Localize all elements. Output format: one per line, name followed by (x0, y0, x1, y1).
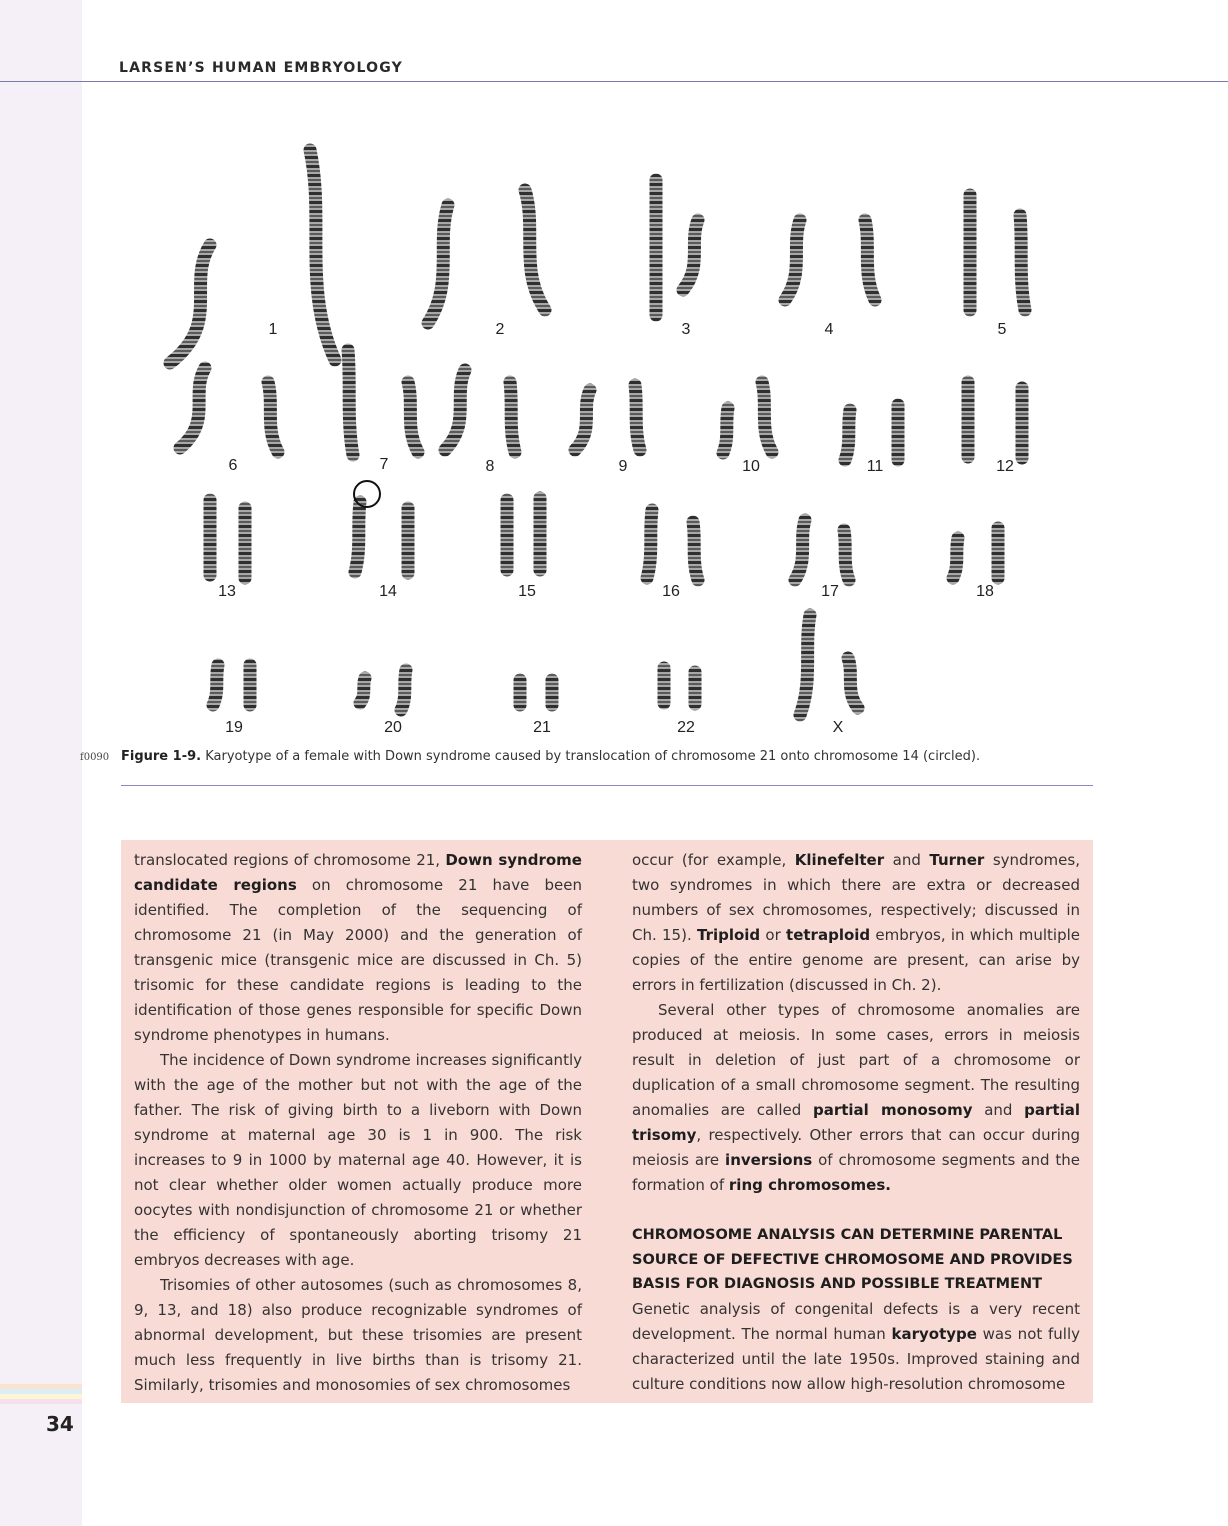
chromosome-label-12: 12 (996, 458, 1014, 475)
chromosome-2-b (525, 190, 545, 310)
paragraph (632, 848, 1080, 998)
chromosome-9-b (635, 385, 640, 450)
chromosome-16-b (693, 522, 698, 580)
chromosome-20-b (401, 670, 406, 710)
chromosome-pair-8 (445, 370, 515, 452)
text-run: translocated regions of chromosome 21, (134, 851, 446, 869)
chromosome-label-11: 11 (866, 458, 884, 475)
chromosome-pair-10 (723, 382, 772, 453)
text-run: , respectively. Other errors that can occur during meiosis are (632, 1126, 1080, 1169)
text-run: syndromes, two syndromes in which there are extra or decreased numbers of sex chromosomes, respectively; discussed in Ch. 15). (632, 851, 1080, 944)
chromosome-X-b (848, 658, 858, 708)
chromosome-label-13: 13 (218, 583, 236, 600)
chromosome-9-a (575, 390, 590, 450)
paragraph (134, 1048, 582, 1273)
bold-term: ring chromosomes. (728, 1176, 891, 1194)
text-run: Trisomies of other autosomes (such as chromosomes 8, 9, 13, and 18) also produce recognizable syndromes of abnormal development, but these trisomies are present much less frequently in live births than is trisomy 21. Similarly, trisomies and monosomies of sex chromosomes (134, 1276, 582, 1394)
chromosome-label-15: 15 (518, 583, 536, 600)
chromosome-pair-9 (575, 385, 640, 450)
chromosome-1-a (170, 245, 210, 363)
margin-color-stripes (0, 1384, 82, 1404)
chromosome-7-b (408, 382, 418, 452)
text-run: embryos, in which multiple copies of the entire genome are present, can arise by errors in fertilization (discussed in Ch. 2). (632, 926, 1080, 994)
text-run: on chromosome 21 have been identified. The completion of the sequencing of chromosome 21 (in May 2000) and the generation of transgenic mice (transgenic mice are discussed in Ch. 5) trisomic for these candidate regions is leading to the identification of those genes responsible for specific Down syndrome phenotypes in humans. (134, 876, 582, 1044)
chromosome-10-b (762, 382, 772, 452)
chromosome-pair-7 (348, 350, 418, 455)
text-run: occur (for example, (632, 851, 795, 869)
chromosome-label-18: 18 (976, 583, 994, 600)
chromosome-label-7: 7 (379, 456, 389, 473)
bold-term: Down syndrome candidate regions (134, 851, 582, 894)
chromosome-label-22: 22 (677, 719, 695, 736)
chromosome-10-a (723, 408, 728, 453)
chromosome-14-a (355, 502, 360, 572)
text-column-left (134, 848, 582, 1398)
caption-rule (121, 785, 1093, 786)
caption-label: Figure 1-9. (121, 749, 202, 764)
header-rule (0, 81, 1228, 82)
chromosome-label-8: 8 (485, 458, 495, 475)
bold-term: Klinefelter (794, 851, 885, 869)
text-run: Several other types of chromosome anomalies are produced at meiosis. In some cases, errors in meiosis result in deletion of just part of a chromosome or duplication of a small chromosome segment. The resulting anomalies are called (632, 1001, 1080, 1119)
chromosome-label-6: 6 (228, 457, 238, 474)
chromosome-label-1: 1 (268, 321, 278, 338)
chromosome-4-a (785, 220, 800, 300)
chromosome-1-b (310, 150, 335, 360)
highlighted-text-box (121, 840, 1093, 1403)
chromosome-pair-4 (785, 220, 875, 300)
chromosome-pair-6 (180, 368, 278, 452)
chromosome-20-a (360, 678, 365, 703)
chromosome-X-a (800, 615, 810, 715)
chromosome-8-a (445, 370, 465, 450)
figure-id: f0090 (80, 752, 110, 763)
chromosome-pair-13 (210, 500, 245, 578)
chromosome-pair-12 (968, 382, 1022, 458)
figure-caption (121, 749, 980, 764)
bold-term: inversions (725, 1151, 813, 1169)
text-column-right (632, 848, 1080, 1397)
chromosome-2-a (428, 205, 448, 323)
chromosome-pair-18 (953, 528, 998, 578)
bold-term: Triploid (696, 926, 761, 944)
chromosome-label-3: 3 (681, 321, 691, 338)
chromosome-3-b (683, 220, 698, 290)
page-number: 34 (46, 1412, 74, 1436)
chromosome-11-a (845, 410, 850, 460)
chromosome-7-a (348, 350, 353, 455)
chromosome-pair-20 (360, 670, 406, 710)
chromosome-6-a (180, 368, 205, 448)
bold-term: Turner (929, 851, 985, 869)
chromosome-label-10: 10 (742, 458, 760, 475)
chromosome-17-a (795, 520, 805, 580)
chromosome-6-b (268, 382, 278, 452)
chromosome-label-17: 17 (821, 583, 839, 600)
chromosome-label-19: 19 (225, 719, 243, 736)
paragraph (134, 1273, 582, 1398)
chromosome-label-20: 20 (384, 719, 402, 736)
chromosome-8-b (510, 382, 515, 452)
text-run: Genetic analysis of congenital defects is a very recent development. The normal human (632, 1299, 1080, 1343)
chromosome-pair-3 (656, 180, 698, 315)
chromosome-label-21: 21 (533, 719, 551, 736)
chromosome-pair-21 (520, 680, 552, 705)
chromosome-pair-14 (355, 502, 408, 573)
chromosome-pair-17 (795, 520, 849, 580)
text-run: of chromosome segments and the formation of (632, 1151, 1080, 1194)
text-run: and (884, 851, 930, 869)
text-run: was not fully characterized until the late 1950s. Improved staining and culture conditions now allow high-resolution chromosome (632, 1324, 1080, 1393)
chromosome-16-a (647, 510, 652, 578)
chromosome-19-a (213, 665, 218, 705)
bold-term: partial trisomy (632, 1101, 1080, 1144)
chromosome-5-b (1020, 215, 1025, 310)
chromosome-pair-2 (428, 190, 545, 323)
chromosome-label-14: 14 (379, 583, 397, 600)
left-margin-bar (0, 0, 82, 1526)
text-run: The incidence of Down syndrome increases significantly with the age of the mother but not with the age of the father. The risk of giving birth to a liveborn with Down syndrome at maternal age 30 is 1 in 900. The risk increases to 9 in 1000 by maternal age 40. However, it is not clear whether older women actually produce more oocytes with nondisjunction of chromosome 21 or whether the efficiency of spontaneously aborting trisomy 21 embryos decreases with age. (134, 1051, 582, 1269)
paragraph (632, 998, 1080, 1198)
chromosome-label-9: 9 (618, 458, 628, 475)
section-heading: CHROMOSOME ANALYSIS CAN DETERMINE PARENTAL SOURCE OF DEFECTIVE CHROMOSOME AND PROVIDES BASIS FOR DIAGNOSIS AND POSSIBLE TREATMENT (632, 1227, 1073, 1292)
chromosome-pair-15 (507, 498, 540, 570)
caption-text: Karyotype of a female with Down syndrome caused by translocation of chromosome 21 onto chromosome 14 (circled). (201, 749, 981, 764)
text-run: and (972, 1101, 1025, 1119)
karyotype-image (150, 120, 1070, 745)
chromosome-label-5: 5 (997, 321, 1007, 338)
chromosome-pair-5 (970, 195, 1025, 310)
translocation-circle-marker (354, 481, 380, 507)
chromosome-pair-1 (170, 150, 335, 363)
chromosome-pair-16 (647, 510, 698, 580)
text-run: or (760, 926, 787, 944)
bold-term: partial monosomy (812, 1101, 973, 1119)
chromosome-pair-11 (845, 405, 898, 460)
bold-term: tetraploid (786, 926, 871, 944)
running-head: LARSEN’S HUMAN EMBRYOLOGY (119, 60, 403, 76)
bold-term: karyotype (891, 1324, 977, 1343)
chromosome-label-X: X (832, 719, 844, 736)
paragraph (134, 848, 582, 1048)
chromosome-18-a (953, 538, 958, 578)
chromosome-pair-X (800, 615, 858, 715)
chromosome-label-2: 2 (495, 321, 505, 338)
chromosome-17-b (844, 530, 849, 580)
chromosome-pair-22 (664, 668, 695, 704)
chromosome-label-16: 16 (662, 583, 680, 600)
paragraph (632, 1297, 1080, 1397)
karyotype-figure (150, 120, 1070, 745)
chromosome-pair-19 (213, 665, 250, 705)
chromosome-label-4: 4 (824, 321, 834, 338)
chromosome-4-b (865, 220, 875, 300)
